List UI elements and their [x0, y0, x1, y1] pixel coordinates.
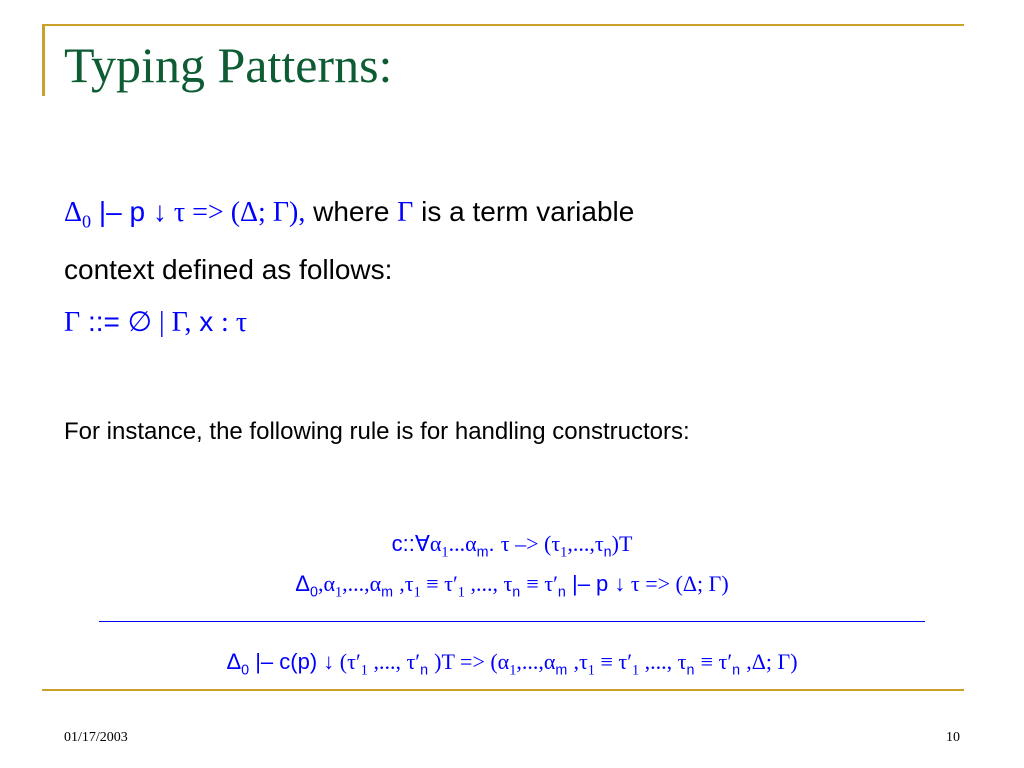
context-grammar: Γ ::= ∅ | Γ, x : τ: [64, 306, 248, 338]
intro-line-1: [64, 198, 634, 231]
page-number: 10: [946, 730, 960, 745]
slide-title: Typing Patterns:: [64, 37, 393, 93]
intro-line-2: context defined as follows:: [64, 254, 393, 285]
where-text: where: [313, 196, 390, 227]
frame-vertical-accent: [42, 24, 45, 96]
rule-conclusion: $\Delta_0$ |– c(p) ↓ ($\tau'_1$ ,..., $\tau'_n$ )$T => (\alpha_1,...,\alpha_m$ $,\tau_1 \equiv \tau'_1$ ,..., $\tau_n \equiv \tau'_n$ ,Δ; Γ): [226, 649, 798, 679]
gamma-symbol: Γ: [397, 197, 414, 228]
typing-judgment-formula: $\Delta_0$ |– p ↓ τ => (Δ; Γ),: [64, 196, 306, 232]
instance-text: For instance, the following rule is for handling constructors:: [64, 418, 690, 445]
footer-divider: [42, 689, 964, 691]
rule-constructor-signature: $c::\forall\alpha_1...\alpha_m$. $\tau -> (\tau_1,...,\tau_n)T$: [391, 531, 633, 561]
footer-date: 01/17/2003: [64, 730, 128, 745]
rule-premise: $\Delta_0,\alpha_1,...,\alpha_m$ $,\tau_1 \equiv \tau'_1$ ,..., $\tau_n \equiv \tau'_n$ |– p ↓ τ => (Δ; Γ): [295, 571, 729, 601]
term-variable-text: is a term variable: [421, 196, 635, 227]
frame-top-accent: [42, 24, 964, 26]
rule-separator: [0, 609, 1024, 631]
